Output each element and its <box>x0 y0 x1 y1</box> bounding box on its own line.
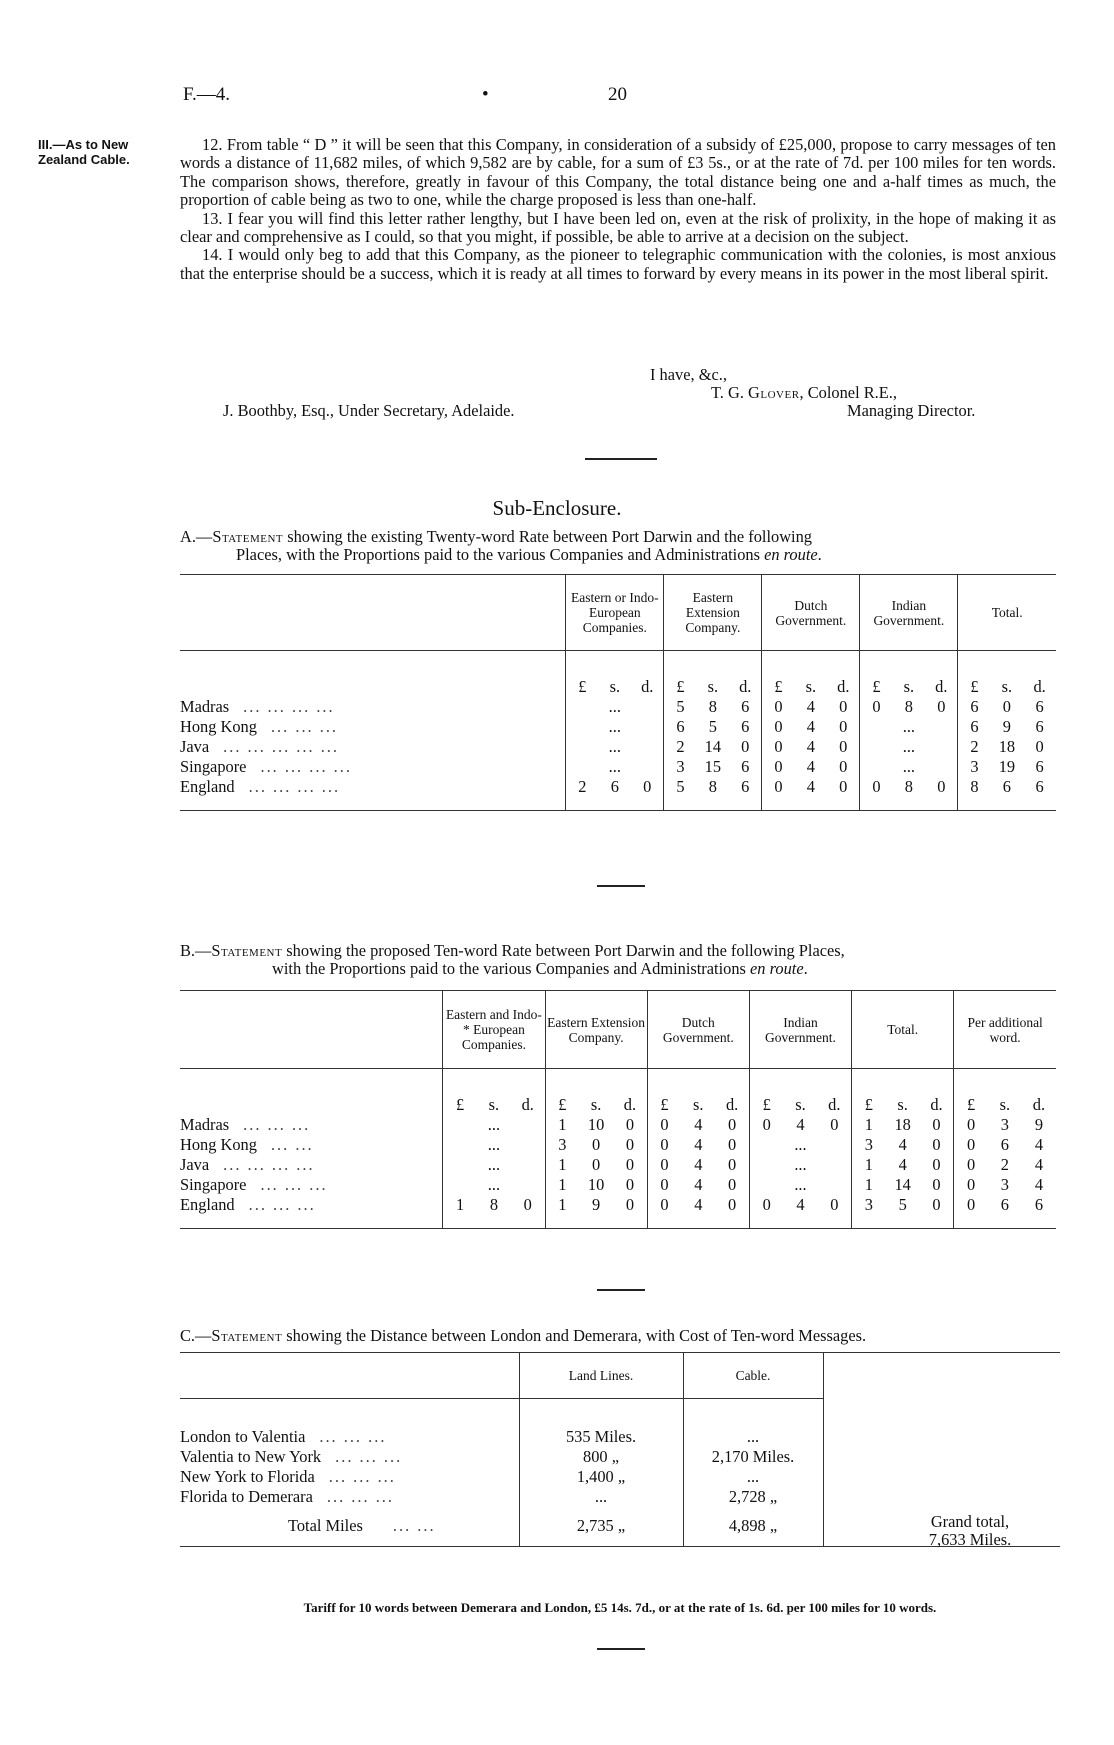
money-cell: 0 <box>762 777 795 797</box>
money-cell: 0 <box>830 1114 839 1134</box>
money-cell: 1 <box>545 1195 579 1215</box>
money-cell: 6 <box>1000 1134 1009 1154</box>
money-cell: 4 <box>1034 1134 1044 1154</box>
money-cell: 0 <box>523 1194 532 1214</box>
place-name: England ... ... ... ... <box>180 776 341 796</box>
unit-label: £ <box>954 1095 988 1115</box>
money-cell: 5 <box>664 697 697 717</box>
money-cell: 3 <box>852 1195 886 1215</box>
unit-label: d. <box>828 1094 841 1114</box>
place-name: England ... ... ... <box>180 1194 316 1214</box>
empty-cell: ... <box>443 1135 545 1155</box>
money-cell: 5 <box>664 777 697 797</box>
column-header: Per additional word. <box>954 991 1056 1069</box>
route-name: Florida to Demerara ... ... ... <box>180 1486 394 1506</box>
table-a-caption: A.—Statement showing the existing Twenty-word Rate between Port Darwin and the following Places, with the Proportions paid to the various Companies and Administrations en route. <box>180 527 822 565</box>
money-cell: 4 <box>806 736 815 756</box>
unit-label: d. <box>725 1094 739 1114</box>
table-row <box>180 1115 1056 1135</box>
column-header: Land Lines. <box>519 1353 683 1399</box>
unit-label: s. <box>897 1094 908 1114</box>
unit-label: £ <box>664 677 697 697</box>
money-cell: 0 <box>728 1154 737 1174</box>
column-header: Total. <box>852 991 954 1069</box>
column-header: Dutch Government. <box>762 575 860 651</box>
place-name: Singapore ... ... ... ... <box>180 756 352 776</box>
leader-dots: ... ... ... <box>326 1486 394 1506</box>
spacer-row <box>180 1069 1056 1095</box>
place-name: Java ... ... ... ... ... <box>180 736 339 756</box>
table-row <box>180 1155 1056 1175</box>
unit-label: s. <box>795 1094 806 1114</box>
empty-cell: ... <box>443 1175 545 1195</box>
money-cell: 3 <box>664 757 697 777</box>
unit-label: s. <box>590 1094 602 1114</box>
money-cell: 4 <box>694 1194 703 1214</box>
signature-name: T. G. Glover, Colonel R.E., <box>711 383 897 402</box>
empty-cell: ... <box>443 1115 545 1135</box>
column-header: Indian Government. <box>749 991 851 1069</box>
column-header: Eastern Extension Company. <box>545 991 647 1069</box>
money-cell: 0 <box>625 1114 635 1134</box>
money-cell: 0 <box>932 1174 941 1194</box>
money-cell: 0 <box>954 1135 988 1155</box>
cable-miles: 2,170 Miles. <box>683 1447 823 1467</box>
money-cell: 2 <box>566 777 599 797</box>
header-blank <box>180 1353 519 1399</box>
column-header: Dutch Government. <box>647 991 749 1069</box>
empty-cell: ... <box>860 717 958 737</box>
money-cell: 15 <box>704 756 722 776</box>
leader-dots: ... ... ... <box>335 1446 403 1466</box>
column-header: Eastern and Indo-* European Companies. <box>443 991 545 1069</box>
grand-total: Grand total, 7,633 Miles. <box>928 1512 1012 1550</box>
money-cell: 6 <box>1035 756 1044 776</box>
leader-dots: ... ... ... <box>243 1114 311 1134</box>
money-cell: 9 <box>1002 716 1011 736</box>
money-cell: 0 <box>1035 736 1044 756</box>
money-cell: 8 <box>489 1194 499 1214</box>
unit-label: d. <box>521 1094 534 1114</box>
total-land: 2,735 „ <box>519 1507 683 1547</box>
money-cell: 0 <box>643 776 652 796</box>
leader-dots: ... ... ... ... <box>223 1154 315 1174</box>
money-cell: 3 <box>852 1135 886 1155</box>
section-divider <box>597 1289 645 1291</box>
leader-dots: ... ... ... ... <box>243 696 335 716</box>
money-cell: 2 <box>1000 1154 1009 1174</box>
page-header-dot: • <box>482 84 489 105</box>
money-cell: 3 <box>1000 1114 1009 1134</box>
unit-label: £ <box>762 677 795 697</box>
leader-dots: ... ... <box>270 1134 314 1154</box>
money-cell: 4 <box>694 1154 703 1174</box>
money-cell: 0 <box>647 1155 681 1175</box>
money-cell: 19 <box>998 756 1016 776</box>
column-header: Eastern or Indo-European Companies. <box>566 575 664 651</box>
money-cell: 1 <box>545 1115 579 1135</box>
paragraph-13: 13. I fear you will find this letter rather lengthy, but I have been led on, even at the risk of prolixity, in the hope of making it as clear and comprehensive as I could, so that you might, if possible, be able to arrive at a decision on the subject. <box>180 208 1056 247</box>
unit-label: £ <box>545 1095 579 1115</box>
unit-label: d. <box>935 676 948 696</box>
cable-miles: ... <box>683 1467 823 1487</box>
money-cell: 0 <box>728 1114 737 1134</box>
unit-label: s. <box>707 676 719 696</box>
money-cell: 9 <box>592 1194 601 1214</box>
money-cell: 0 <box>762 757 795 777</box>
unit-label: d. <box>1033 676 1046 696</box>
table-row <box>180 697 1056 717</box>
money-cell: 0 <box>932 1154 941 1174</box>
bottom-row <box>180 797 1056 811</box>
table-row <box>180 737 1056 757</box>
money-cell: 14 <box>704 736 722 756</box>
money-cell: 8 <box>904 776 913 796</box>
unit-label: d. <box>739 676 752 696</box>
unit-label: £ <box>958 677 991 697</box>
empty-cell: ... <box>749 1155 851 1175</box>
spacer-row <box>180 651 1056 677</box>
money-cell: 0 <box>625 1194 635 1214</box>
signature-closing: I have, &c., <box>650 365 727 384</box>
money-cell: 0 <box>954 1115 988 1135</box>
money-cell: 0 <box>762 717 795 737</box>
land-miles: ... <box>519 1487 683 1507</box>
land-miles: 800 „ <box>519 1447 683 1467</box>
table-row <box>180 777 1056 797</box>
table-c-caption: C.—Statement showing the Distance between London and Demerara, with Cost of Ten-word Messages. <box>180 1326 867 1345</box>
page-number: 20 <box>608 84 627 105</box>
money-cell: 5 <box>898 1194 907 1214</box>
money-cell: 6 <box>958 697 991 717</box>
units-row <box>180 1095 1056 1115</box>
money-cell: 0 <box>830 1194 839 1214</box>
place-name: Java ... ... ... ... <box>180 1154 315 1174</box>
money-cell: 0 <box>839 736 848 756</box>
leader-dots: ... ... ... <box>328 1466 396 1486</box>
money-cell: 2 <box>958 737 991 757</box>
money-cell: 0 <box>592 1154 601 1174</box>
money-cell: 0 <box>625 1154 635 1174</box>
place-name: Hong Kong ... ... ... <box>180 716 339 736</box>
money-cell: 0 <box>839 756 848 776</box>
money-cell: 0 <box>625 1174 635 1194</box>
table-row <box>180 1487 1060 1507</box>
place-name: Singapore ... ... ... <box>180 1174 328 1194</box>
money-cell: 0 <box>647 1195 681 1215</box>
empty-cell: ... <box>566 717 664 737</box>
money-cell: 8 <box>904 696 913 716</box>
money-cell: 6 <box>741 756 750 776</box>
money-cell: 6 <box>1035 696 1044 716</box>
money-cell: 6 <box>741 696 750 716</box>
money-cell: 4 <box>806 696 815 716</box>
money-cell: 1 <box>852 1155 886 1175</box>
unit-label: s. <box>488 1094 500 1114</box>
unit-label: £ <box>647 1095 681 1115</box>
money-cell: 0 <box>647 1135 681 1155</box>
money-cell: 1 <box>852 1175 886 1195</box>
table-row <box>180 757 1056 777</box>
unit-label: s. <box>999 1094 1011 1114</box>
table-row <box>180 1195 1056 1215</box>
money-cell: 4 <box>898 1154 907 1174</box>
money-cell: 6 <box>1035 716 1044 736</box>
money-cell: 0 <box>932 1194 941 1214</box>
leader-dots: ... ... ... <box>319 1426 387 1446</box>
money-cell: 2 <box>664 737 697 757</box>
money-cell: 6 <box>958 717 991 737</box>
money-cell: 1 <box>545 1155 579 1175</box>
header-blank <box>823 1353 1060 1399</box>
unit-label: £ <box>749 1095 783 1115</box>
table-row <box>180 1135 1056 1155</box>
money-cell: 0 <box>625 1134 635 1154</box>
table-b-caption: B.—Statement showing the proposed Ten-word Rate between Port Darwin and the following Places, with the Proportions paid to the various Companies and Administrations en route. <box>180 941 845 979</box>
money-cell: 9 <box>1034 1114 1044 1134</box>
bottom-row <box>180 1215 1056 1229</box>
money-cell: 0 <box>762 697 795 717</box>
money-cell: 0 <box>839 716 848 736</box>
money-cell: 4 <box>898 1134 907 1154</box>
money-cell: 4 <box>806 756 815 776</box>
total-label: Total Miles ... ... <box>180 1507 519 1547</box>
place-name: Hong Kong ... ... <box>180 1134 314 1154</box>
money-cell: 0 <box>839 696 848 716</box>
empty-cell: ... <box>749 1175 851 1195</box>
money-cell: 0 <box>749 1195 783 1215</box>
money-cell: 4 <box>796 1114 805 1134</box>
money-cell: 0 <box>932 1114 941 1134</box>
money-cell: 4 <box>796 1194 805 1214</box>
money-cell: 5 <box>708 716 717 736</box>
money-cell: 6 <box>741 716 750 736</box>
money-cell: 4 <box>806 776 815 796</box>
empty-cell: ... <box>749 1135 851 1155</box>
empty-cell: ... <box>566 757 664 777</box>
leader-dots: ... ... ... ... ... <box>223 736 339 756</box>
table-row <box>180 1175 1056 1195</box>
money-cell: 6 <box>1000 1194 1009 1214</box>
money-cell: 1 <box>545 1175 579 1195</box>
unit-label: d. <box>837 676 850 696</box>
section-divider <box>597 1648 645 1650</box>
money-cell: 6 <box>1035 776 1044 796</box>
empty-cell: ... <box>443 1155 545 1175</box>
money-cell: 4 <box>694 1114 703 1134</box>
money-cell: 8 <box>958 777 991 797</box>
land-miles: 1,400 „ <box>519 1467 683 1487</box>
unit-label: d. <box>930 1094 943 1114</box>
tariff-note: Tariff for 10 words between Demerara and London, £5 14s. 7d., or at the rate of 1s. 6d. per 100 miles for 10 words. <box>303 1600 937 1615</box>
money-cell: 18 <box>894 1114 911 1134</box>
side-note: III.—As to New Zealand Cable. <box>38 137 130 167</box>
sub-enclosure-heading: Sub-Enclosure. <box>492 496 622 520</box>
money-cell: 0 <box>728 1194 737 1214</box>
table-row <box>180 717 1056 737</box>
money-cell: 1 <box>852 1115 886 1135</box>
money-cell: 10 <box>587 1114 605 1134</box>
money-cell: 0 <box>937 696 946 716</box>
money-cell: 3 <box>958 757 991 777</box>
table-a <box>180 574 1056 811</box>
money-cell: 6 <box>741 776 750 796</box>
money-cell: 0 <box>728 1134 737 1154</box>
paragraph-14: 14. I would only beg to add that this Company, as the pioneer to telegraphic communication with the colonies, is most anxious that the enterprise should be a success, which it is ready at all times to forward by every means in its power in the most liberal spirit. <box>180 245 1056 283</box>
leader-dots: ... ... ... ... <box>248 776 341 796</box>
unit-label: £ <box>860 677 893 697</box>
money-cell: 4 <box>694 1174 703 1194</box>
money-cell: 0 <box>1002 696 1011 716</box>
page-header-reference: F.—4. <box>183 84 231 105</box>
money-cell: 6 <box>610 776 619 796</box>
money-cell: 0 <box>741 736 750 756</box>
money-cell: 0 <box>860 697 893 717</box>
column-header: Indian Government. <box>860 575 958 651</box>
leader-dots: ... ... ... ... <box>260 756 352 776</box>
money-cell: 3 <box>1000 1174 1009 1194</box>
money-cell: 8 <box>708 776 717 796</box>
empty-cell: ... <box>860 737 958 757</box>
header-row <box>180 575 1056 651</box>
money-cell: 4 <box>806 716 815 736</box>
spacer-row <box>180 1399 1060 1427</box>
addressee: J. Boothby, Esq., Under Secretary, Adelaide. <box>223 401 515 420</box>
route-name: New York to Florida ... ... ... <box>180 1466 396 1486</box>
money-cell: 0 <box>647 1115 681 1135</box>
leader-dots: ... ... ... <box>260 1174 328 1194</box>
table-row <box>180 1467 1060 1487</box>
units-row <box>180 677 1056 697</box>
paragraph-12: 12. From table “ D ” it will be seen that this Company, in consideration of a subsidy of £25,000, propose to carry messages of ten words a distance of 11,682 miles, of which 9,582 are by cable, for a sum of £3 5s., or at the rate of 7d. per 100 miles for ten words. The comparison shows, therefore, greatly in favour of this Company, the total distance being one and a-half times as much, the proportion of cable being as two to one, while the charge proposed is less than one-half. <box>180 135 1056 210</box>
place-name: Madras ... ... ... ... <box>180 696 335 716</box>
money-cell: 0 <box>954 1155 988 1175</box>
column-header: Eastern Extension Company. <box>664 575 762 651</box>
unit-label: £ <box>566 677 599 697</box>
money-cell: 0 <box>647 1175 681 1195</box>
unit-label: s. <box>693 1094 704 1114</box>
money-cell: 4 <box>1034 1154 1044 1174</box>
empty-cell: ... <box>566 737 664 757</box>
section-divider <box>585 458 657 460</box>
unit-label: £ <box>852 1095 886 1115</box>
money-cell: 6 <box>664 717 697 737</box>
money-cell: 4 <box>694 1134 703 1154</box>
header-blank <box>180 575 566 651</box>
column-header: Cable. <box>683 1353 823 1399</box>
unit-label: £ <box>443 1095 477 1115</box>
table-row <box>180 1447 1060 1467</box>
empty-cell: ... <box>566 697 664 717</box>
cable-miles: ... <box>683 1427 823 1447</box>
leader-dots: ... ... ... <box>270 716 339 736</box>
signature-title: Managing Director. <box>847 401 976 420</box>
route-name: London to Valentia ... ... ... <box>180 1426 387 1446</box>
unit-label: d. <box>641 676 654 696</box>
header-blank <box>180 991 443 1069</box>
money-cell: 0 <box>860 777 893 797</box>
money-cell: 0 <box>954 1195 988 1215</box>
letter-body <box>180 136 1056 283</box>
route-name: Valentia to New York ... ... ... <box>180 1446 403 1466</box>
money-cell: 0 <box>762 737 795 757</box>
total-cable: 4,898 „ <box>683 1507 823 1547</box>
unit-label: s. <box>609 676 621 696</box>
unit-label: d. <box>1032 1094 1046 1114</box>
unit-label: s. <box>805 676 817 696</box>
land-miles: 535 Miles. <box>519 1427 683 1447</box>
money-cell: 0 <box>932 1134 941 1154</box>
money-cell: 8 <box>708 696 717 716</box>
money-cell: 3 <box>545 1135 579 1155</box>
money-cell: 0 <box>937 776 946 796</box>
place-name: Madras ... ... ... <box>180 1114 311 1134</box>
leader-dots: ... ... ... <box>248 1194 316 1214</box>
money-cell: 14 <box>894 1174 911 1194</box>
leader-dots: ... ... <box>392 1516 436 1536</box>
money-cell: 0 <box>728 1174 737 1194</box>
money-cell: 0 <box>749 1115 783 1135</box>
section-divider <box>597 885 645 887</box>
money-cell: 10 <box>587 1174 605 1194</box>
money-cell: 1 <box>443 1195 477 1215</box>
empty-cell: ... <box>860 757 958 777</box>
header-row <box>180 1353 1060 1399</box>
money-cell: 0 <box>954 1175 988 1195</box>
money-cell: 0 <box>592 1134 601 1154</box>
unit-label: s. <box>1001 676 1013 696</box>
money-cell: 6 <box>1034 1194 1044 1214</box>
column-header: Total. <box>958 575 1056 651</box>
money-cell: 4 <box>1034 1174 1044 1194</box>
table-b <box>180 990 1056 1229</box>
money-cell: 6 <box>1002 776 1011 796</box>
header-row <box>180 991 1056 1069</box>
unit-label: s. <box>903 676 915 696</box>
money-cell: 18 <box>998 736 1016 756</box>
money-cell: 0 <box>839 776 848 796</box>
table-row <box>180 1427 1060 1447</box>
unit-label: d. <box>623 1094 637 1114</box>
cable-miles: 2,728 „ <box>683 1487 823 1507</box>
